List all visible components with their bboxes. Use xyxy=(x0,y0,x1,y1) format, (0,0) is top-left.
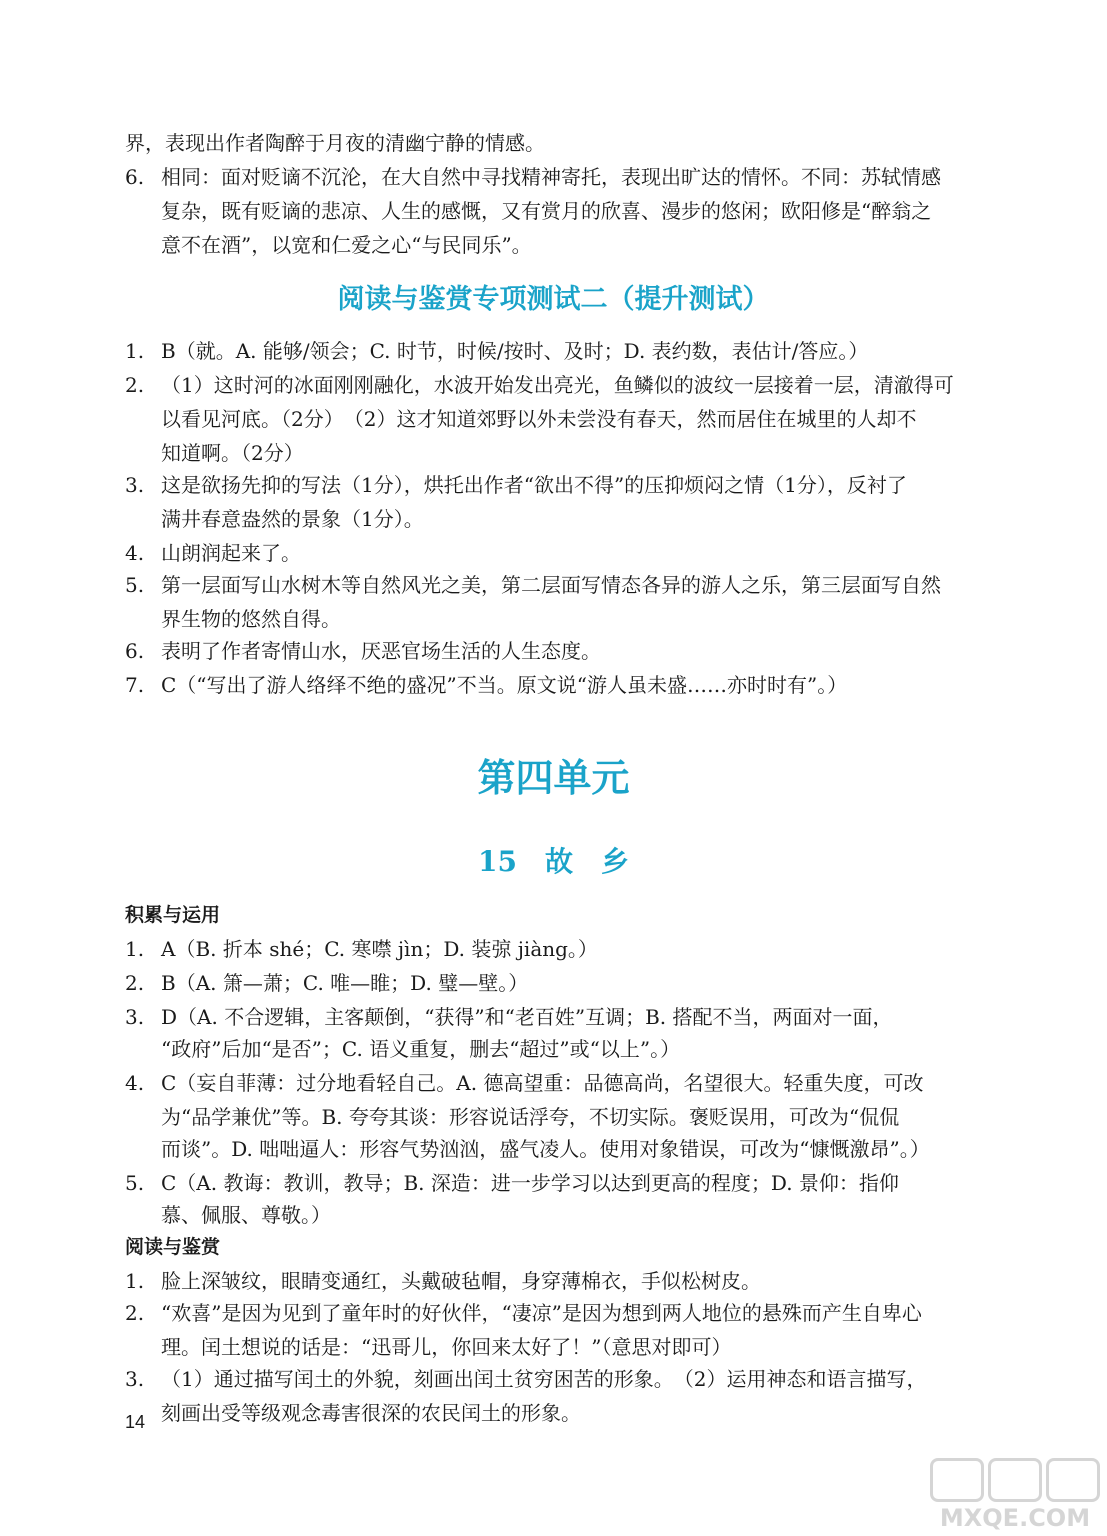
subsection-title: 积累与运用 xyxy=(125,904,221,926)
answer-item-2 xyxy=(125,1296,922,1330)
text-line: 复杂，既有贬谪的悲凉、人生的感慨，又有赏月的欣喜、漫步的悠闲；欧阳修是“醉翁之 xyxy=(161,199,932,223)
text-line: C（A. 教诲：教训，教导；B. 深造：进一步学习以达到更高的程度；D. 景仰：指仰 xyxy=(161,1171,899,1195)
answer-item-7 xyxy=(125,668,847,702)
answer-item-2 xyxy=(125,966,528,1000)
page-number: 14 xyxy=(125,1412,146,1432)
item-number: 3. xyxy=(125,473,145,497)
answer-item-1 xyxy=(125,1264,761,1298)
answer-item-6 xyxy=(125,160,941,194)
watermark-logo xyxy=(930,1458,1100,1532)
text-line: D（A. 不合逻辑，主客颠倒，“获得”和“老百姓”互调；B. 搭配不当，两面对一面， xyxy=(161,1005,893,1029)
section-title: 阅读与鉴赏专项测试二（提升测试） xyxy=(337,284,770,315)
text-line: C（妄自菲薄：过分地看轻自己。A. 德高望重：品德高尚，名望很大。轻重失度，可改 xyxy=(161,1071,924,1095)
item-number: 1. xyxy=(125,1269,145,1293)
item-number: 4. xyxy=(125,1071,145,1095)
item-number: 3. xyxy=(125,1367,145,1391)
answer-item-2 xyxy=(125,368,954,402)
text-line: 意不在酒”，以宽和仁爱之心“与民同乐”。 xyxy=(161,233,532,257)
item-number: 7. xyxy=(125,673,145,697)
text-line: 理。闰土想说的话是：“迅哥儿，你回来太好了！”（意思对即可） xyxy=(161,1335,732,1359)
unit-title: 第四单元 xyxy=(477,755,630,800)
text-line: 以看见河底。（2分） （2）这才知道郊野以外未尝没有春天，然而居住在城里的人却不 xyxy=(161,407,917,431)
text-line: 为“品学兼优”等。B. 夸夸其谈：形容说话浮夸，不切实际。褒贬误用，可改为“侃侃 xyxy=(161,1105,900,1129)
answer-item-1 xyxy=(125,932,598,966)
text-line: （1）通过描写闰土的外貌，刻画出闰土贫穷困苦的形象。 （2）运用神态和语言描写， xyxy=(161,1367,927,1391)
subsection-title: 阅读与鉴赏 xyxy=(125,1236,221,1258)
watermark-icon xyxy=(930,1458,1100,1502)
text-line: B（就。A. 能够/领会；C. 时节，时候/按时、及时；D. 表约数，表估计/答应。） xyxy=(161,339,869,363)
text-line: 山朗润起来了。 xyxy=(161,541,301,565)
text-line: 界生物的悠然自得。 xyxy=(161,607,341,631)
item-number: 6. xyxy=(125,639,145,663)
answer-item-1 xyxy=(125,334,868,368)
item-number: 4. xyxy=(125,541,145,565)
answer-item-3 xyxy=(125,468,907,502)
text-line: 满井春意盎然的景象（1分）。 xyxy=(161,507,424,531)
item-number: 5. xyxy=(125,1171,145,1195)
text-line: A（B. 折本 shé；C. 寒噤 jìn；D. 装弶 jiàng。） xyxy=(161,937,598,961)
text-line: 脸上深皱纹，眼睛变通红，头戴破毡帽，身穿薄棉衣，手似松树皮。 xyxy=(161,1269,761,1293)
item-number: 2. xyxy=(125,971,145,995)
item-number: 6. xyxy=(125,165,145,189)
item-number: 1. xyxy=(125,937,145,961)
text-line: 而谈”。D. 咄咄逼人：形容气势汹汹，盛气凌人。使用对象错误，可改为“慷慨激昂”。） xyxy=(161,1137,930,1161)
text-line: 界，表现出作者陶醉于月夜的清幽宁静的情感。 xyxy=(125,131,545,155)
item-number: 5. xyxy=(125,573,145,597)
answer-item-5 xyxy=(125,1166,899,1200)
text-line: 相同：面对贬谪不沉沦，在大自然中寻找精神寄托，表现出旷达的情怀。不同：苏轼情感 xyxy=(161,165,941,189)
answer-item-3 xyxy=(125,1000,893,1034)
text-line: 第一层面写山水树木等自然风光之美，第二层面写情态各异的游人之乐，第三层面写自然 xyxy=(161,573,941,597)
watermark-text: MXQE.COM xyxy=(939,1504,1091,1532)
answer-item-5 xyxy=(125,568,941,602)
item-number: 2. xyxy=(125,373,145,397)
text-line: 知道啊。（2分） xyxy=(161,441,304,465)
lesson-title: 15 故 乡 xyxy=(478,845,629,878)
text-line: 这是欲扬先抑的写法（1分），烘托出作者“欲出不得”的压抑烦闷之情（1分），反衬了 xyxy=(161,473,907,497)
item-number: 3. xyxy=(125,1005,145,1029)
text-line: C（“写出了游人络绎不绝的盛况”不当。原文说“游人虽未盛……亦时时有”。） xyxy=(161,673,848,697)
text-line: 刻画出受等级观念毒害很深的农民闰土的形象。 xyxy=(161,1401,581,1425)
answer-item-3 xyxy=(125,1362,926,1396)
text-line: B（A. 箫—萧；C. 唯—睢；D. 璧—壁。） xyxy=(161,971,529,995)
answer-item-4 xyxy=(125,536,301,570)
item-number: 1. xyxy=(125,339,145,363)
text-line: 慕、佩服、尊敬。） xyxy=(161,1203,331,1227)
text-line: （1）这时河的冰面刚刚融化，水波开始发出亮光，鱼鳞似的波纹一层接着一层，清澈得可 xyxy=(161,373,954,397)
text-line: “政府”后加“是否”；C. 语义重复，删去“超过”或“以上”。） xyxy=(161,1037,681,1061)
answer-item-6 xyxy=(125,634,601,668)
text-line: 表明了作者寄情山水，厌恶官场生活的人生态度。 xyxy=(161,639,601,663)
answer-item-4 xyxy=(125,1066,923,1100)
text-line: “欢喜”是因为见到了童年时的好伙伴，“凄凉”是因为想到两人地位的悬殊而产生自卑心 xyxy=(161,1301,922,1325)
item-number: 2. xyxy=(125,1301,145,1325)
